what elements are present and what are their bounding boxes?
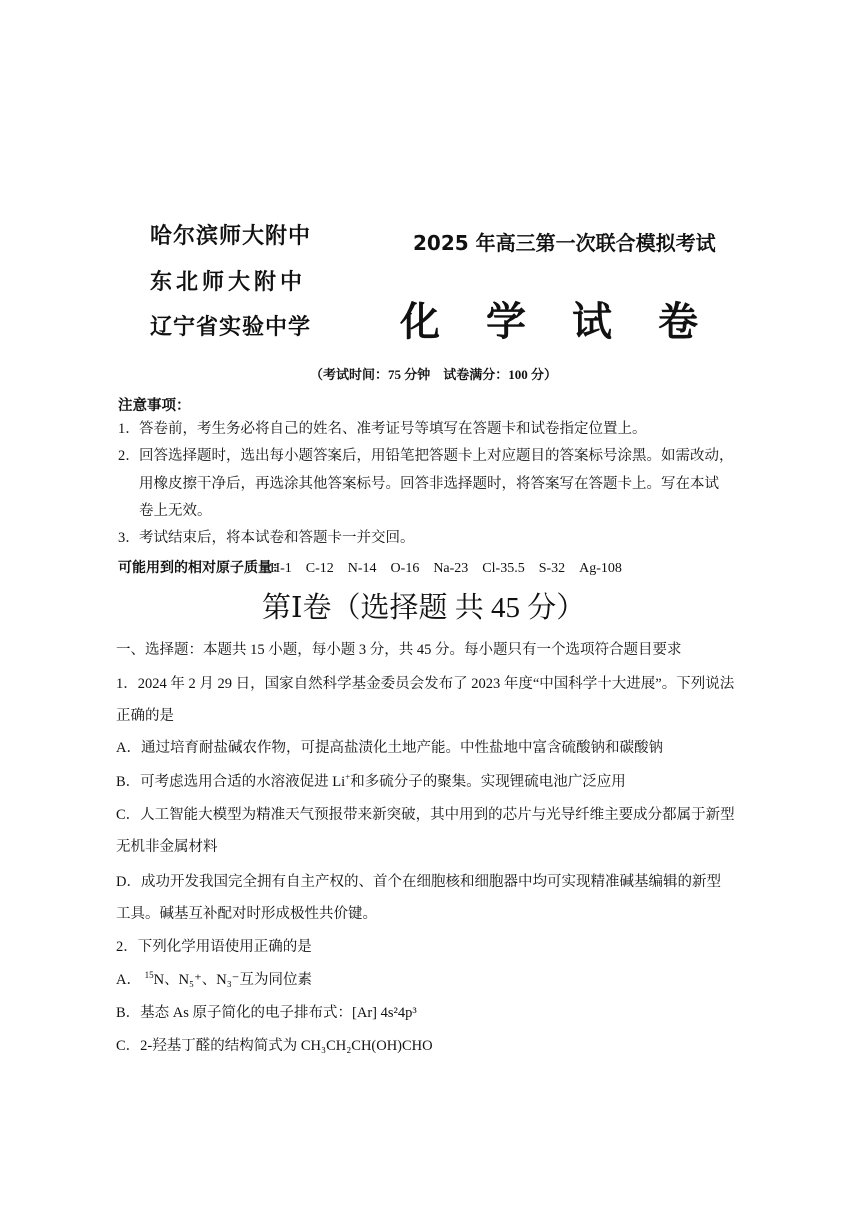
option-a-text: N、N₅⁺、N₃⁻互为同位素 (153, 972, 312, 988)
option-b (116, 774, 626, 791)
option-d: 工具。碱基互补配对时形成极性共价键。 (116, 906, 377, 922)
note-text: 答卷前，考生务必将自己的姓名、准考证号等填写在答题卡和试卷指定位置上。 (139, 421, 647, 437)
option-b: B．基态 As 原子简化的电子排布式：[Ar] 4s²4p³ (116, 1005, 417, 1021)
exam-info: （考试时间：75 分钟 试卷满分：100 分） (310, 367, 558, 382)
section-instruction: 一、选择题：本题共 15 小题，每小题 3 分，共 45 分。每小题只有一个选项符合题目要求 (116, 642, 682, 658)
notes-heading: 注意事项： (118, 398, 191, 414)
part-heading: 第Ⅰ卷（选择题 共 45 分） (262, 592, 586, 624)
note-text: 用橡皮擦干净后，再选涂其他答案标号。回答非选择题时，将答案写在答题卡上。写在本试 (139, 476, 719, 492)
school-name-northeast: 东北师大附中 (150, 270, 307, 295)
superscript: + (345, 772, 351, 783)
question-stem: 2．下列化学用语使用正确的是 (116, 939, 312, 955)
note-number: 3． (118, 530, 140, 546)
note-text: 卷上无效。 (139, 503, 212, 519)
atomic-mass-values: H-1 C-12 N-14 O-16 Na-23 Cl-35.5 S-32 Ag-108 (270, 561, 622, 576)
note-text: 回答选择题时，选出每小题答案后，用铅笔把答题卡上对应题目的答案标号涂黑。如需改动， (139, 448, 734, 464)
option-a: A．通过培育耐盐碱农作物，可提高盐渍化土地产能。中性盐地中富含硫酸钠和碳酸钠 (116, 740, 663, 756)
option-a (116, 972, 312, 989)
option-c: C．2-羟基丁醛的结构简式为 CH₃CH₂CH(OH)CHO (116, 1038, 433, 1054)
school-name-liaoning: 辽宁省实验中学 (150, 315, 312, 340)
exam-title: 2025 年高三第一次联合模拟考试 (413, 231, 716, 255)
question-stem: 正确的是 (116, 708, 174, 724)
school-name-harbin: 哈尔滨师大附中 (150, 224, 312, 249)
question-stem: 1．2024 年 2 月 29 日，国家自然科学基金委员会发布了 2023 年度“中国科学十大进展”。下列说法 (116, 676, 735, 692)
option-b-text: B．可考虑选用合适的水溶液促进 Li (116, 774, 346, 790)
option-b-text: 和多硫分子的聚集。实现锂硫电池广泛应用 (350, 774, 626, 790)
superscript: 15 (144, 970, 154, 981)
note-text: 考试结束后，将本试卷和答题卡一并交回。 (139, 530, 415, 546)
option-label: A． (116, 972, 141, 988)
note-number: 1． (118, 421, 140, 437)
option-c: C．人工智能大模型为精准天气预报带来新突破，其中用到的芯片与光导纤维主要成分都属于新型 (116, 807, 735, 823)
subject-title: 化学试卷 (400, 299, 744, 345)
atomic-mass-label: 可能用到的相对原子质量： (118, 560, 286, 576)
note-number: 2． (118, 448, 140, 464)
option-c: 无机非金属材料 (116, 839, 218, 855)
option-d: D．成功开发我国完全拥有自主产权的、首个在细胞核和细胞器中均可实现精准碱基编辑的新型 (116, 874, 721, 890)
